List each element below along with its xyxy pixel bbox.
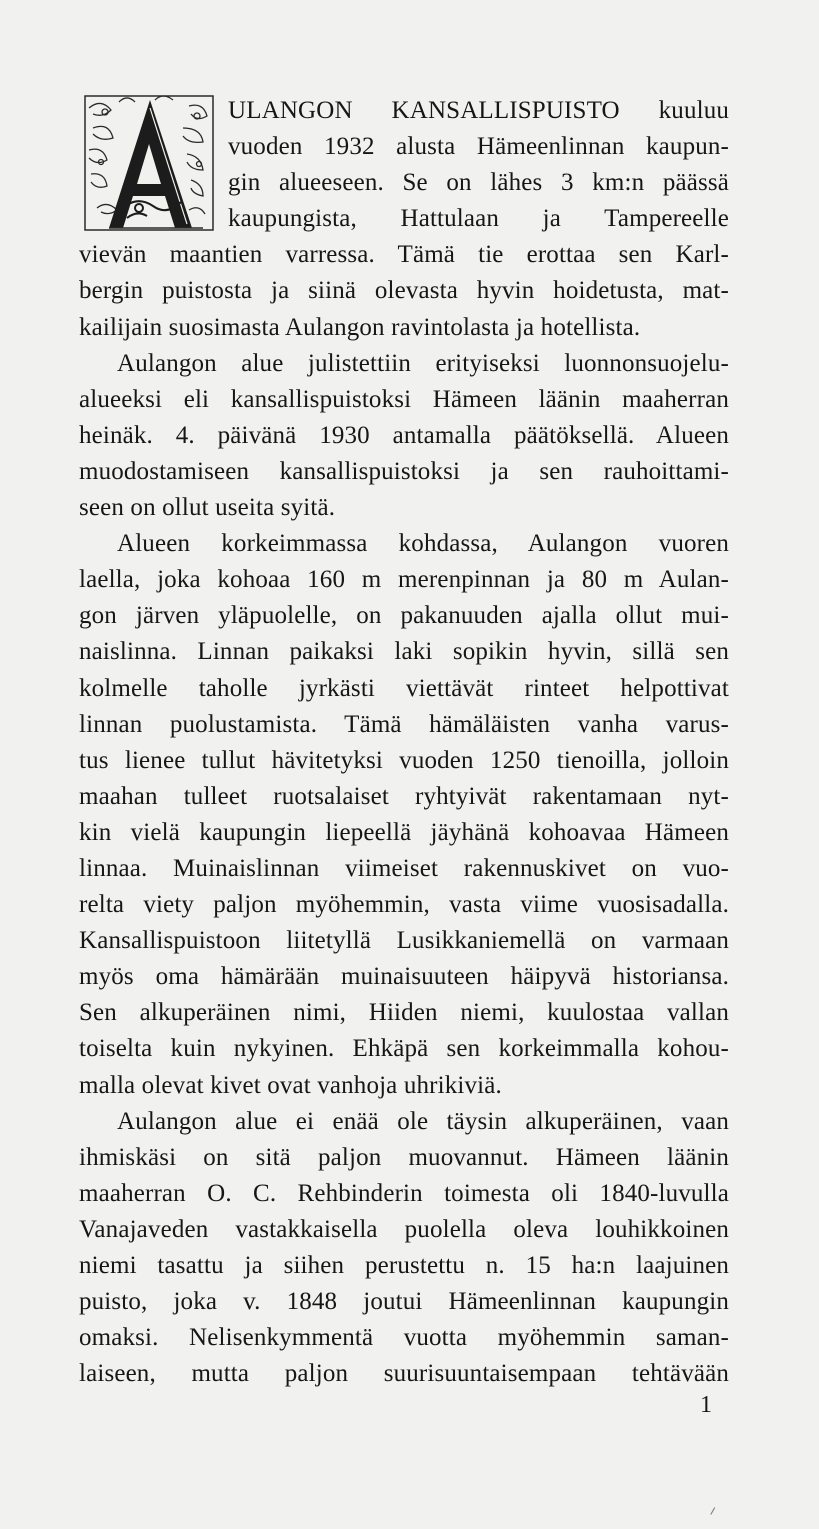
body-text — [79, 93, 729, 1392]
text-line: niemi tasattu ja siihen perustettu n. 15 ha:n laajuinen — [79, 1252, 729, 1279]
paragraph-2 — [79, 346, 729, 526]
text-line: omaksi. Nelisenkymmentä vuotta myöhemmin saman- — [79, 1324, 729, 1352]
page-number: 1 — [700, 1392, 712, 1418]
text-line: Alueen korkeimmassa kohdassa, Aulangon vuoren — [117, 530, 729, 558]
text-line: vievän maantien varressa. Tämä tie erottaa sen Karl- — [79, 241, 729, 269]
text-line: Aulangon alue ei enää ole täysin alkuperäinen, vaan — [117, 1107, 729, 1135]
text-line: bergin puistosta ja siinä olevasta hyvin hoidetusta, mat- — [79, 277, 729, 305]
text-line: laiseen, mutta paljon suurisuuntaisempaan tehtävään — [79, 1360, 729, 1388]
text-line: kolmelle taholle jyrkästi viettävät rinteet helpottivat — [79, 674, 729, 702]
text-line: toiselta kuin nykyinen. Ehkäpä sen korkeimmalla kohou- — [79, 1035, 729, 1063]
text-line: ULANGON KANSALLISPUISTO kuuluu — [228, 97, 729, 124]
text-line: kin vielä kaupungin liepeellä jäyhänä kohoavaa Hämeen — [79, 818, 729, 846]
text-line: kailijain suosimasta Aulangon ravintolasta ja hotellista. — [79, 313, 641, 341]
print-speck — [710, 1507, 718, 1516]
text-line: muodostamiseen kansallispuistoksi ja sen rauhoittami- — [79, 457, 729, 485]
text-line: puisto, joka v. 1848 joutui Hämeenlinnan kaupungin — [79, 1288, 729, 1316]
text-line: malla olevat kivet ovat vanhoja uhrikiviä. — [79, 1071, 502, 1099]
text-line: seen on ollut useita syitä. — [79, 494, 336, 522]
text-line: relta viety paljon myöhemmin, vasta viime vuosisadalla. — [79, 891, 729, 919]
text-line: alueeksi eli kansallispuistoksi Hämeen läänin maaherran — [79, 385, 729, 413]
text-line: maaherran O. C. Rehbinderin toimesta oli 1840-luvulla — [79, 1179, 729, 1207]
text-line: naislinna. Linnan paikaksi laki sopikin hyvin, sillä sen — [79, 638, 729, 666]
text-line: maahan tulleet ruotsalaiset ryhtyivät rakentamaan nyt- — [79, 782, 729, 810]
paragraph-3 — [79, 526, 729, 1104]
text-line: kaupungista, Hattulaan ja Tampereelle — [228, 205, 729, 233]
paragraph-4 — [79, 1104, 729, 1393]
text-line: heinäk. 4. päivänä 1930 antamalla päätöksellä. Alueen — [79, 421, 729, 449]
text-line: Sen alkuperäinen nimi, Hiiden niemi, kuulostaa vallan — [79, 999, 729, 1027]
text-line: ihmiskäsi on sitä paljon muovannut. Hämeen läänin — [79, 1143, 729, 1171]
text-line: myös oma hämärään muinaisuuteen häipyvä historiansa. — [79, 963, 729, 991]
text-line: linnaa. Muinaislinnan viimeiset rakennuskivet on vuo- — [79, 854, 729, 882]
text-line: vuoden 1932 alusta Hämeenlinnan kaupun- — [228, 133, 729, 161]
text-line: Vanajaveden vastakkaisella puolella oleva louhikkoinen — [79, 1215, 729, 1243]
text-line: laella, joka kohoaa 160 m merenpinnan ja 80 m Aulan- — [79, 566, 729, 594]
text-line: gon järven yläpuolelle, on pakanuuden ajalla ollut mui- — [79, 602, 729, 630]
text-line: linnan puolustamista. Tämä hämäläisten vanha varus- — [79, 710, 729, 738]
text-line: Kansallispuistoon liitetyllä Lusikkaniemellä on varmaan — [79, 927, 729, 955]
paragraph-1 — [79, 93, 729, 346]
text-line: Aulangon alue julistettiin erityiseksi luonnonsuojelu- — [117, 349, 729, 377]
text-line: gin alueeseen. Se on lähes 3 km:n päässä — [228, 169, 729, 197]
text-line: tus lienee tullut hävitetyksi vuoden 1250 tienoilla, jolloin — [79, 746, 729, 774]
